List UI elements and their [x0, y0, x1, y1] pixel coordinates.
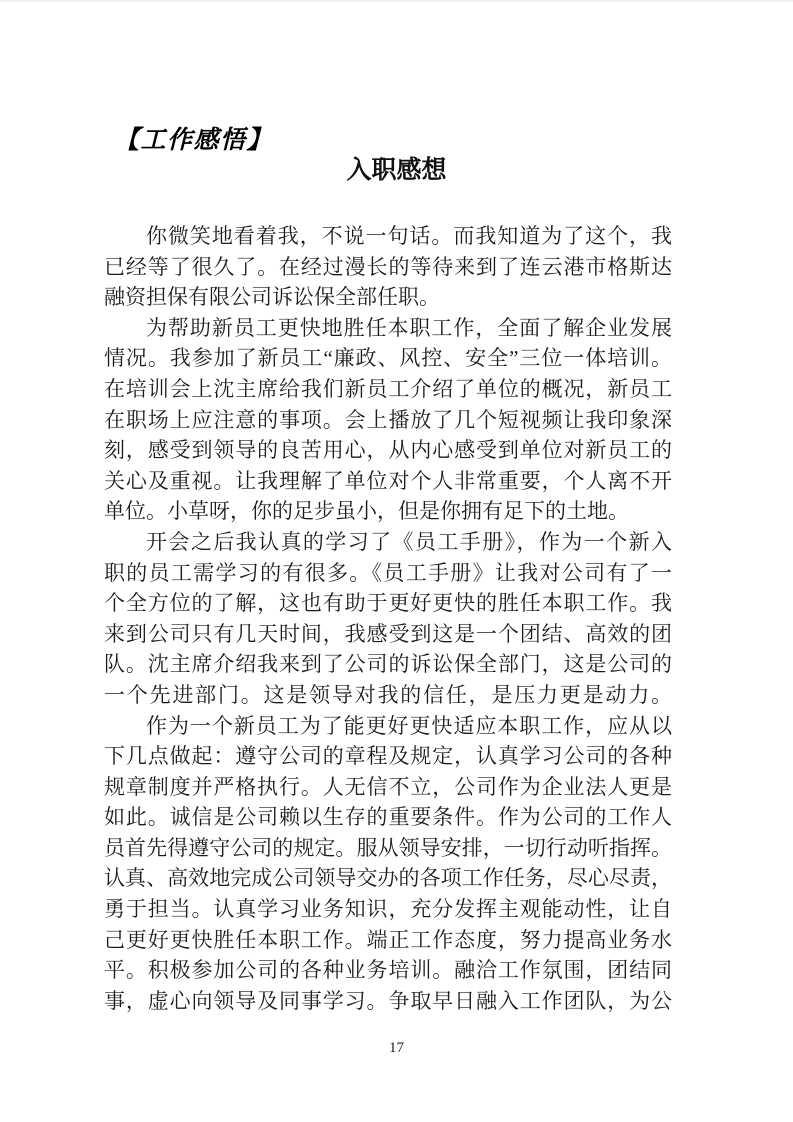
text-line: 刻，感受到领导的良苦用心，从内心感受到单位对新员工的: [104, 438, 672, 463]
text-line: 开会之后我认真的学习了《员工手册》，作为一个新入: [146, 529, 672, 554]
text-line: 你微笑地看着我，不说一句话。而我知道为了这个，我: [146, 224, 672, 248]
text-line: 员首先得遵守公司的规定。服从领导安排，一切行动听指挥。: [104, 835, 672, 860]
text-line: 为帮助新员工更快地胜任本职工作，全面了解企业发展: [146, 315, 672, 340]
text-line: 认真、高效地完成公司领导交办的各项工作任务，尽心尽责，: [104, 866, 672, 891]
text-line: 勇于担当。认真学习业务知识，充分发挥主观能动性，让自: [104, 897, 672, 922]
document-body: [104, 221, 672, 1016]
text-line: 平。积极参加公司的各种业务培训。融洽工作氛围，团结同: [104, 958, 672, 983]
page-number: 17: [389, 1040, 404, 1056]
text-line: 个全方位的了解，这也有助于更好更快的胜任本职工作。我: [104, 591, 672, 616]
paragraph: [104, 221, 672, 313]
text-line: 已经等了很久了。在经过漫长的等待来到了连云港市格斯达: [104, 254, 672, 279]
text-line: 规章制度并严格执行。人无信不立，公司作为企业法人更是: [104, 774, 672, 799]
scan-edge-artifact: [0, 0, 793, 2]
text-line: 在培训会上沈主席给我们新员工介绍了单位的概况，新员工: [104, 376, 672, 401]
text-line: 下几点做起：遵守公司的章程及规定，认真学习公司的各种: [104, 744, 672, 769]
text-line: 事，虚心向领导及同事学习。争取早日融入工作团队，为公: [104, 988, 672, 1013]
text-line: 融资担保有限公司诉讼保全部任职。: [104, 285, 440, 310]
text-line: 队。沈主席介绍我来到了公司的诉讼保全部门，这是公司的: [104, 652, 672, 677]
text-line: 一个先进部门。这是领导对我的信任，是压力更是动力。: [104, 682, 672, 707]
text-line: 如此。诚信是公司赖以生存的重要条件。作为公司的工作人: [104, 805, 672, 830]
text-line: 情况。我参加了新员工“廉政、风控、安全”三位一体培训。: [104, 346, 672, 371]
text-line: 职的员工需学习的有很多。《员工手册》让我对公司有了一: [104, 560, 672, 585]
paragraph: [104, 313, 672, 527]
paragraph: [104, 527, 672, 711]
paragraph: [104, 711, 672, 1017]
text-line: 单位。小草呀，你的足步虽小，但是你拥有足下的土地。: [104, 499, 629, 524]
text-line: 作为一个新员工为了能更好更快适应本职工作，应从以: [146, 713, 672, 738]
text-line: 己更好更快胜任本职工作。端正工作态度，努力提高业务水: [104, 927, 672, 952]
text-line: 来到公司只有几天时间，我感受到这是一个团结、高效的团: [104, 621, 672, 646]
page-title: 入职感想: [346, 156, 447, 184]
text-line: 关心及重视。让我理解了单位对个人非常重要，个人离不开: [104, 468, 672, 493]
text-line: 在职场上应注意的事项。会上播放了几个短视频让我印象深: [104, 407, 672, 432]
section-header: 【工作感悟】: [114, 127, 274, 154]
